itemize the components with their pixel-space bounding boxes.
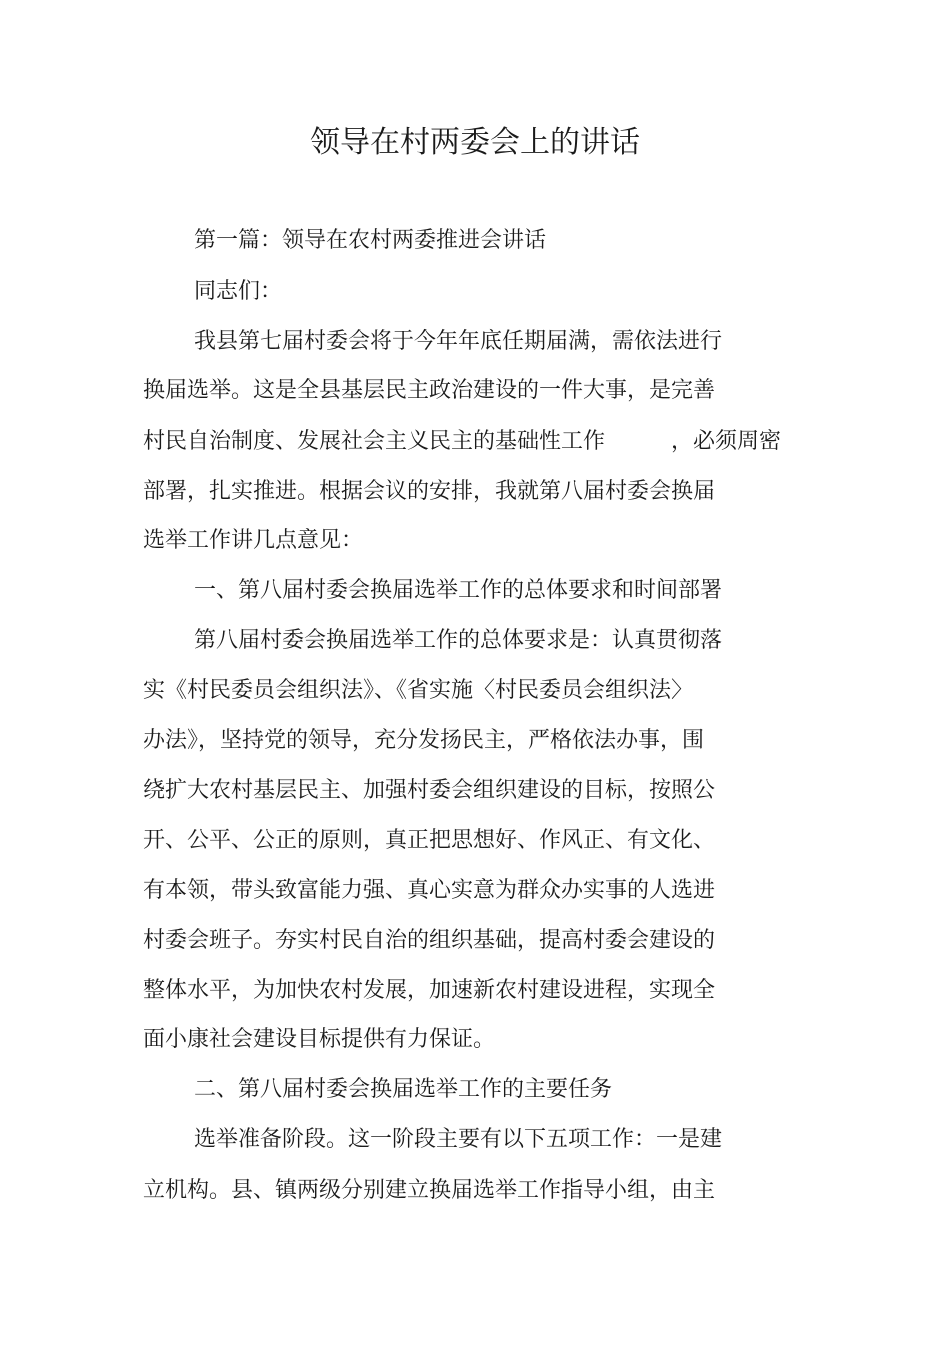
paragraph-line: 换届选举。这是全县基层民主政治建设的一件大事，是完善 <box>143 378 716 403</box>
paragraph-line: 开、公平、公正的原则，真正把思想好、作风正、有文化、 <box>143 828 716 853</box>
paragraph-line: 整体水平，为加快农村发展，加速新农村建设进程，实现全 <box>143 978 716 1003</box>
paragraph-line: 部署，扎实推进。根据会议的安排，我就第八届村委会换届 <box>143 479 716 504</box>
paragraph-line: 办法》，坚持党的领导，充分发扬民主，严格依法办事，围 <box>143 728 705 753</box>
paragraph-line: 选举工作讲几点意见： <box>143 528 364 553</box>
paragraph-line: 实《村民委员会组织法》、《省实施〈村民委员会组织法〉 <box>143 678 694 703</box>
section-heading: 第一篇：领导在农村两委推进会讲话 <box>194 228 547 253</box>
paragraph-line: 绕扩大农村基层民主、加强村委会组织建设的目标，按照公 <box>143 778 716 803</box>
paragraph-line: 村民自治制度、发展社会主义民主的基础性工作 ，必须周密 <box>143 429 782 454</box>
section-heading: 二、第八届村委会换届选举工作的主要任务 <box>194 1077 613 1102</box>
paragraph-line: 我县第七届村委会将于今年年底任期届满，需依法进行 <box>194 329 723 354</box>
paragraph-line: 选举准备阶段。这一阶段主要有以下五项工作：一是建 <box>194 1127 723 1152</box>
salutation: 同志们： <box>194 279 283 304</box>
section-heading: 一、第八届村委会换届选举工作的总体要求和时间部署 <box>194 578 723 603</box>
paragraph-line: 有本领，带头致富能力强、真心实意为群众办实事的人选进 <box>143 878 716 903</box>
paragraph-line: 村委会班子。夯实村民自治的组织基础，提高村委会建设的 <box>143 928 716 953</box>
paragraph-line: 第八届村委会换届选举工作的总体要求是：认真贯彻落 <box>194 628 723 653</box>
paragraph-line: 立机构。县、镇两级分别建立换届选举工作指导小组，由主 <box>143 1178 716 1203</box>
paragraph-line: 面小康社会建设目标提供有力保证。 <box>143 1027 496 1052</box>
document-title: 领导在村两委会上的讲话 <box>310 125 640 160</box>
